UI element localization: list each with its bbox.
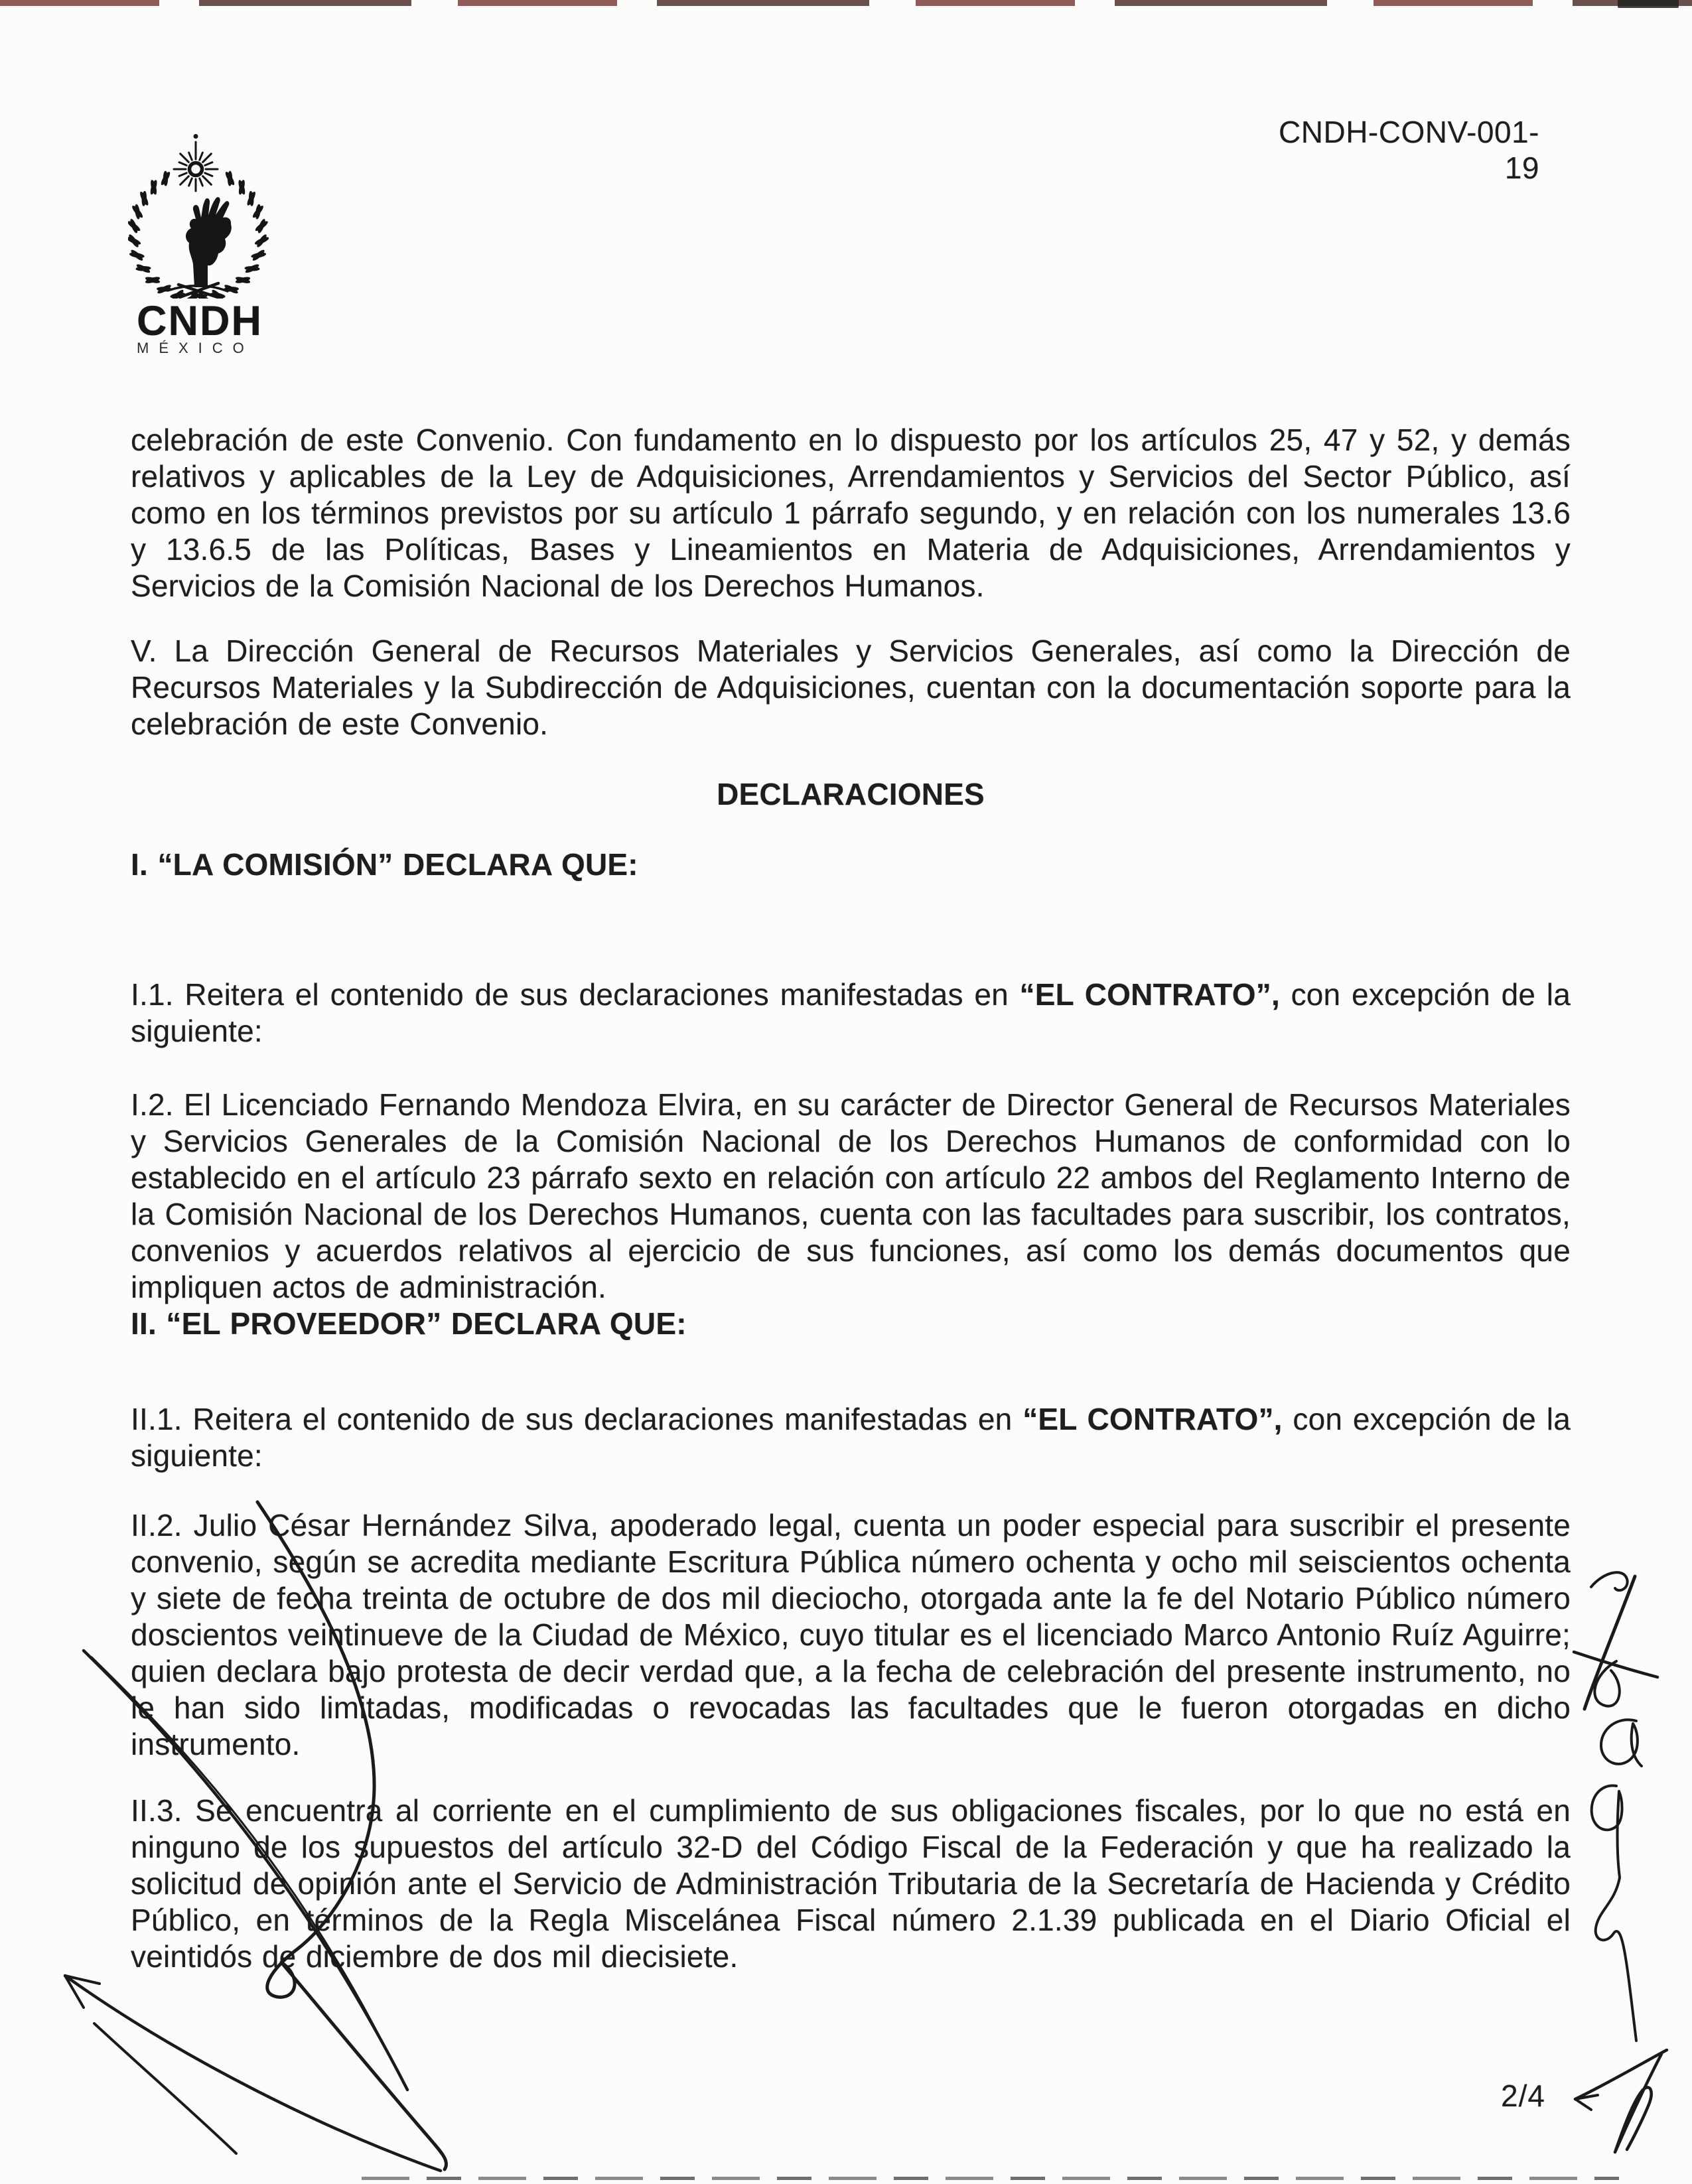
logo-country: MÉXICO <box>137 340 254 356</box>
document-code: CNDH-CONV-001-19 <box>1279 115 1539 185</box>
paragraph-i2: I.2. El Licenciado Fernando Mendoza Elvira, en su carácter de Director General de Recursos Materiales y Servicios Generales de la Comisión Nacional de los Derechos Humanos de conformidad con lo establecido en el artículo 23 párrafo sexto en relación con artículo 22 ambos del Reglamento Interno de la Comisión Nacional de los Derechos Humanos, cuenta con las facultades para suscribir, los contratos, convenios y acuerdos relativos al ejercicio de sus funciones, así como los demás documentos que impliquen actos de administración. <box>131 1087 1571 1304</box>
sun-core <box>190 163 202 176</box>
sun-dot <box>194 134 198 139</box>
section-i-heading: I. “LA COMISIÓN” DECLARA QUE: <box>131 847 638 882</box>
paragraph-ii3: II.3. Se encuentra al corriente en el cumplimiento de sus obligaciones fiscales, por lo que no está en ninguno de los supuestos del artículo 32-D del Código Fiscal de la Federación y que ha realizado la solicitud de opinión ante el Servicio de Administración Tributaria de la Secretaría de Hacienda y Crédito Público, en términos de la Regla Miscelánea Fiscal número 2.1.39 publicada en el Diario Oficial el veintidós de diciembre de dos mil diecisiete. <box>131 1793 1571 1974</box>
sun-icon <box>174 134 218 191</box>
pen-initials-right <box>1574 1572 1657 2041</box>
i1-text-bold: “EL CONTRATO”, <box>1019 977 1280 1012</box>
scan-edge-artifact-top <box>0 0 1692 6</box>
scan-edge-artifact-top-dark <box>1618 0 1679 8</box>
i1-text-post: con excepción de la siguiente: <box>131 977 1571 1048</box>
section-ii-heading: II. “EL PROVEEDOR” DECLARA QUE: <box>131 1306 687 1341</box>
page-number: 2/4 <box>1501 2079 1545 2113</box>
ii1-text-bold: “EL CONTRATO”, <box>1022 1402 1283 1436</box>
paragraph-i1 <box>131 977 1571 1050</box>
paragraph-ii1 <box>131 1401 1571 1474</box>
pen-signature-bottom-right <box>1575 2050 1667 2152</box>
paragraph-fundamento: celebración de este Convenio. Con fundamento en lo dispuesto por los artículos 25, 47 y 52, y demás relativos y aplicables de la Ley de Adquisiciones, Arrendamientos y Servicios del Sector Público, así como en los términos previstos por su artículo 1 párrafo segundo, y en relación con los numerales 13.6 y 13.6.5 de las Políticas, Bases y Lineamientos en Materia de Adquisiciones, Arrendamientos y Servicios de la Comisión Nacional de los Derechos Humanos. <box>131 423 1571 603</box>
i1-text-pre: I.1. Reitera el contenido de sus declaraciones manifestadas en <box>131 977 1020 1012</box>
paragraph-v: V. La Dirección General de Recursos Materiales y Servicios Generales, así como la Dirección de Recursos Materiales y la Subdirección de Adquisiciones, cuentan con la documentación soporte para la celebración de este Convenio. <box>131 634 1571 741</box>
declaraciones-heading: DECLARACIONES <box>717 777 985 811</box>
cndh-logo-emblem <box>128 131 270 299</box>
logo-acronym: CNDH <box>137 298 263 344</box>
ii1-text-post: con excepción de la siguiente: <box>131 1402 1571 1473</box>
ii1-text-pre: II.1. Reitera el contenido de sus declaraciones manifestadas en <box>131 1402 1023 1436</box>
hand-icon <box>186 197 232 287</box>
paragraph-ii2: II.2. Julio César Hernández Silva, apoderado legal, cuenta un poder especial para suscribir el presente convenio, según se acredita mediante Escritura Pública número ochenta y ocho mil seiscientos ochenta y siete de fecha treinta de octubre de dos mil dieciocho, otorgada ante la fe del Notario Público número doscientos veintinueve de la Ciudad de México, cuyo titular es el licenciado Marco Antonio Ruíz Aguirre; quien declara bajo protesta de decir verdad que, a la fecha de celebración del presente instrumento, no le han sido limitadas, modificadas o revocadas las facultades que le fueron otorgadas en dicho instrumento. <box>131 1508 1571 1761</box>
scan-edge-artifact-bottom <box>362 2177 1619 2180</box>
